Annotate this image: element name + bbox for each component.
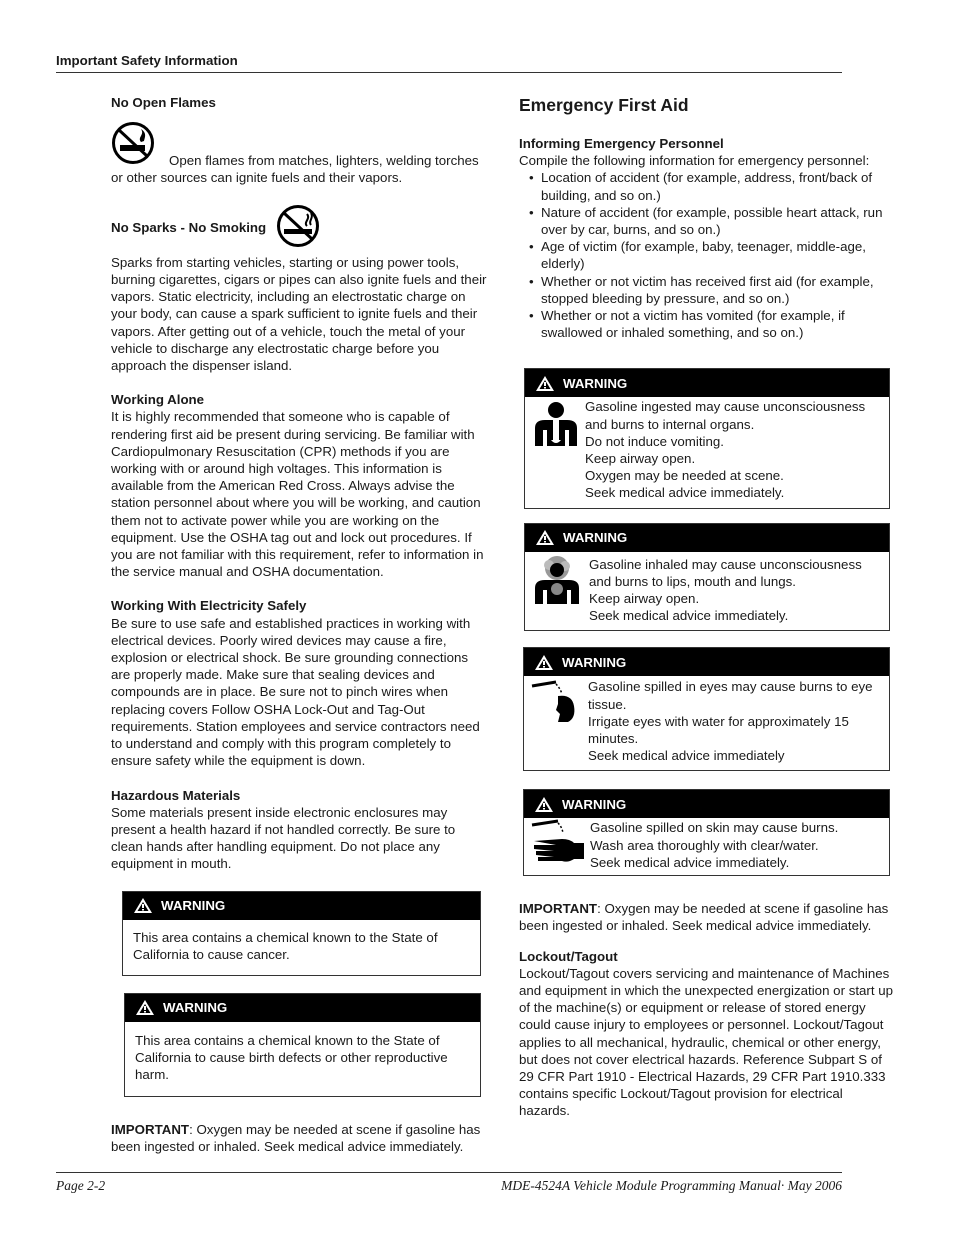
section-no-sparks: [111, 204, 489, 375]
warning-text-lines: [590, 819, 883, 871]
warning-box-skin: [523, 789, 890, 876]
warning-bar: [524, 648, 889, 676]
emergency-first-aid-title: Emergency First Aid: [519, 95, 689, 115]
warning-line: Irrigate eyes with water for approximately 15 minutes.: [588, 713, 849, 747]
warning-triangle-icon: [133, 897, 153, 914]
warning-bar: [125, 994, 480, 1022]
list-item: • Age of victim (for example, baby, teenager, middle-age, elderly): [531, 238, 897, 272]
warning-label: WARNING: [563, 375, 628, 391]
warning-triangle-icon: [534, 654, 554, 671]
section-hazardous-materials: [111, 787, 489, 873]
warning-line: Seek medical advice immediately.: [589, 608, 789, 624]
warning-text-lines: [588, 678, 883, 764]
warning-body: [524, 676, 889, 770]
section-lockout-tagout: [519, 948, 897, 1120]
section-intro: Compile the following information for emergency personnel:: [519, 153, 870, 169]
warning-line: Wash area thoroughly with clear/water.: [590, 837, 819, 853]
important-note: [111, 1121, 489, 1155]
eye-splash-icon: [528, 678, 584, 726]
section-heading: No Open Flames: [111, 95, 216, 110]
footer-rule: [56, 1172, 842, 1173]
warning-bar: [524, 790, 889, 818]
section-heading: No Sparks - No Smoking: [111, 220, 267, 236]
section-electricity: [111, 597, 489, 769]
no-smoking-icon: [276, 204, 322, 252]
warning-bar: [525, 369, 889, 397]
section-working-alone: [111, 391, 489, 580]
important-text: : Oxygen may be needed at scene if gasoline has been ingested or inhaled. Seek medical advice immediately.: [519, 901, 889, 934]
warning-bar: [525, 524, 889, 552]
warning-line: Do not induce vomiting.: [585, 433, 724, 449]
section-heading: Working Alone: [111, 392, 205, 408]
important-label: IMPORTANT: [519, 901, 598, 917]
warning-line: Oxygen may be needed at scene.: [585, 468, 784, 484]
warning-triangle-icon: [535, 529, 555, 546]
warning-line: Gasoline spilled in eyes may cause burns to eye tissue.: [588, 679, 873, 712]
warning-text: This area contains a chemical known to the State of California to cause cancer.: [133, 929, 438, 962]
right-column: [519, 94, 897, 1120]
section-text: Some materials present inside electronic enclosures may present a health hazard if not handled correctly. Be sure to clean hands after handling equipment. Do not place any equipment in mouth.: [111, 804, 456, 872]
list-item: • Whether or not a victim has vomited (for example, if swallowed or inhaled something, and so on.): [531, 307, 897, 341]
warning-body: [123, 920, 480, 975]
warning-line: Seek medical advice immediately: [588, 748, 785, 764]
section-no-open-flames: [111, 94, 489, 187]
section-text: [111, 121, 489, 186]
warning-text: This area contains a chemical known to the State of California to cause birth defects or other reproductive harm.: [135, 1032, 448, 1083]
warning-box-inhaled: [524, 523, 890, 632]
warning-triangle-icon: [135, 999, 155, 1016]
info-bullet-list: [531, 169, 897, 341]
warning-line: Keep airway open.: [589, 591, 700, 607]
warning-bar: [123, 892, 480, 920]
important-label: IMPORTANT: [111, 1121, 190, 1137]
warning-line: Gasoline spilled on skin may cause burns.: [590, 820, 839, 836]
list-item: • Whether or not victim has received first aid (for example, stopped bleeding by pressure, and so on.): [531, 273, 897, 307]
list-item: • Location of accident (for example, address, front/back of building, and so on.): [531, 169, 897, 203]
section-text: Lockout/Tagout covers servicing and maintenance of Machines and equipment in which the unexpected energization or start up of the machine(s) or equipment or release of stored energy could cause injury to employees or personnel. Lockout/Tagout applies to all mechanical, hydraulic, chemical or other energy, but does not cover electrical hazards. Reference Subpart S of 29 CFR Part 1910 - Electrical Hazards, 29 CFR Part 1910.333 contains specific Lockout/Tagout provision for electrical hazards.: [519, 965, 894, 1119]
warning-line: Seek medical advice immediately.: [590, 854, 790, 870]
warning-line: Seek medical advice immediately.: [585, 485, 785, 501]
important-note: [519, 900, 897, 934]
section-text: It is highly recommended that someone who is capable of rendering first aid be present during servicing. Be familiar with Cardiopulmonary Resuscitation (CPR) methods if you are working with or around high voltages. This information is available from the American Red Cross. Always advise the station personnel about where you will be working, and caution them not to activate power while you are working on the equipment. Use the OSHA tag out and lock out procedures. If you are not familiar with this requirement, refer to information in the service manual and OSHA documentation.: [111, 409, 484, 580]
no-flames-text: Open flames from matches, lighters, welding torches or other sources can ignite fuels and their vapors.: [111, 153, 479, 186]
warning-body: [524, 818, 889, 875]
no-flames-icon: [111, 121, 159, 169]
warning-triangle-icon: [534, 796, 554, 813]
section-heading: Working With Electricity Safely: [111, 598, 307, 614]
section-heading: Informing Emergency Personnel: [519, 136, 724, 151]
footer-manual-title: MDE-4524A Vehicle Module Programming Manual· May 2006: [501, 1178, 842, 1193]
warning-body: [525, 397, 889, 507]
ingestion-icon: [529, 398, 583, 450]
warning-body: [125, 1022, 480, 1096]
left-column: [111, 94, 489, 1155]
warning-line: Keep airway open.: [585, 451, 696, 467]
section-informing-personnel: [519, 135, 897, 341]
skin-splash-icon: [528, 819, 586, 865]
warning-text-lines: [589, 556, 883, 625]
warning-label: WARNING: [161, 897, 226, 913]
section-heading: Lockout/Tagout: [519, 948, 618, 964]
warning-label: WARNING: [163, 1000, 228, 1016]
warning-box-birth-defects: [124, 993, 481, 1097]
inhalation-icon: [529, 556, 585, 608]
warning-line: Gasoline inhaled may cause unconsciousness and burns to lips, mouth and lungs.: [589, 556, 862, 589]
warning-triangle-icon: [535, 375, 555, 392]
footer-page-number: Page 2-2: [56, 1178, 106, 1193]
warning-label: WARNING: [562, 654, 627, 670]
warning-box-eyes: [523, 647, 890, 771]
list-item: • Nature of accident (for example, possible heart attack, run over by car, burns, and so on.): [531, 204, 897, 238]
warning-line: Gasoline ingested may cause unconsciousness and burns to internal organs.: [585, 399, 866, 432]
warning-label: WARNING: [563, 530, 628, 546]
warning-box-cancer: [122, 891, 481, 976]
header-rule: [56, 72, 842, 73]
section-heading: Hazardous Materials: [111, 787, 241, 803]
warning-label: WARNING: [562, 796, 627, 812]
page-header-title: Important Safety Information: [56, 53, 238, 68]
warning-box-ingested: [524, 368, 890, 508]
section-text: Sparks from starting vehicles, starting or using power tools, burning cigarettes, cigars or pipes can also ignite fuels and their vapors. Static electricity, including an electrostatic charge on your body, can cause a spark sufficient to ignite fuels and their vapors. After getting out of a vehicle, touch the metal of your vehicle to discharge any electrostatic charge before you approach the dispenser island.: [111, 254, 487, 374]
section-text: Be sure to use safe and established practices in working with electrical devices. Poorly wired devices may cause a fire, explosion or electrical shock. Be sure grounding connections are properly made. Make sure that sealing devices and compounds are in place. Be sure not to pinch wires when replacing covers Follow OSHA Lock-Out and Tag-Out requirements. Station employees and service contractors need to understand and comply with this program completely to ensure safety while the equipment is down.: [111, 615, 480, 769]
important-text: : Oxygen may be needed at scene if gasoline has been ingested or inhaled. Seek medical advice immediately.: [111, 1121, 481, 1154]
warning-body: [525, 552, 889, 631]
warning-text-lines: [585, 398, 883, 501]
